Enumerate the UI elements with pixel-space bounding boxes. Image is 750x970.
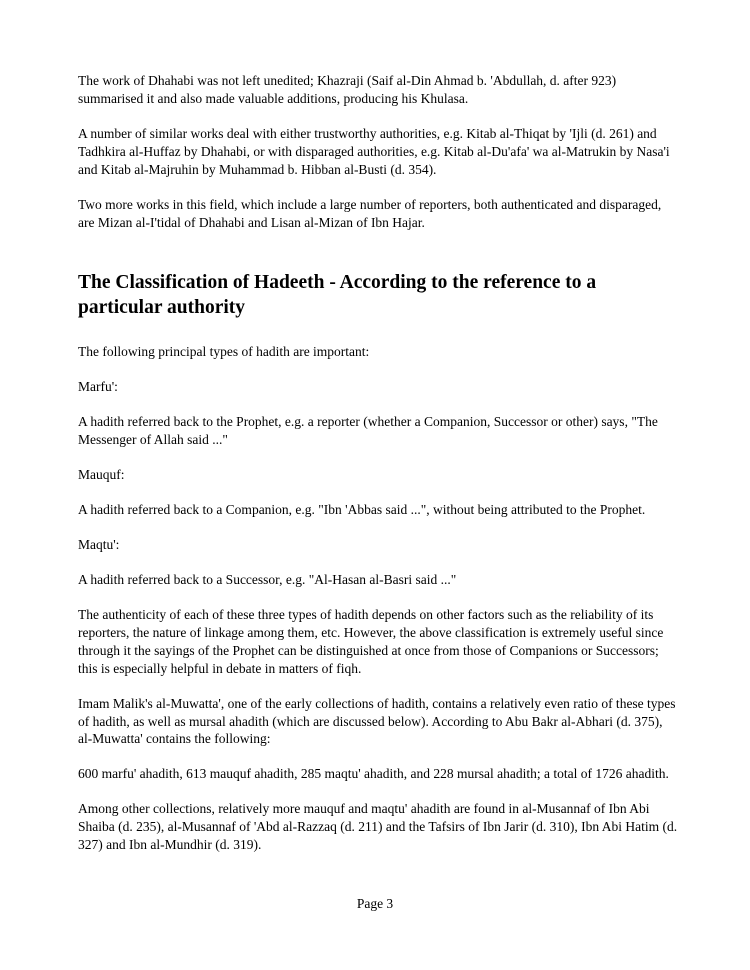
- paragraph-ahadith-counts: 600 marfu' ahadith, 613 mauquf ahadith, 285 maqtu' ahadith, and 228 mursal ahadith; a total of 1726 ahadith.: [78, 766, 669, 782]
- paragraph-similar-works: A number of similar works deal with either trustworthy authorities, e.g. Kitab al-Thiqat by 'Ijli (d. 261) and Tadhkira al-Huffaz by Dhahabi, or with disparaged authorities, e.g. Kitab al-Du'afa' wa al-Matrukin by Nasa'i and Kitab al-Majruhin by Muhammad b. Hibban al-Busti (d. 354).: [78, 125, 670, 177]
- paragraph-authenticity: The authenticity of each of these three types of hadith depends on other factors such as the reliability of its reporters, the nature of linkage among them, etc. However, the above classification is extremely useful since through it the sayings of the Prophet can be distinguished at once from those of Companions or Successors; this is especially helpful in debate in matters of fiqh.: [78, 606, 664, 676]
- page-footer: Page 3: [356, 896, 394, 911]
- type-description-marfu: A hadith referred back to the Prophet, e.g. a reporter (whether a Companion, Successor or other) says, "The Messenger of Allah said ...": [78, 414, 658, 447]
- paragraph-other-collections: Among other collections, relatively more mauquf and maqtu' ahadith are found in al-Musannaf of Ibn Abi Shaiba (d. 235), al-Musannaf of 'Abd al-Razzaq (d. 211) and the Tafsirs of Ibn Jarir (d. 310), Ibn Abi Hatim (d. 327) and Ibn al-Mundhir (d. 319).: [78, 801, 678, 853]
- type-description-mauquf: A hadith referred back to a Companion, e.g. "Ibn 'Abbas said ...", without being attributed to the Prophet.: [78, 501, 646, 517]
- type-label-marfu: Marfu':: [78, 379, 118, 395]
- document-body: [78, 72, 680, 854]
- paragraph-intro-types: The following principal types of hadith are important:: [78, 344, 370, 360]
- paragraph-imam-malik-muwatta: Imam Malik's al-Muwatta', one of the early collections of hadith, contains a relatively even ratio of these types of hadith, as well as mursal ahadith (which are discussed below). According to Abu Bakr al-Abhari (d. 375), al-Muwatta' contains the following:: [78, 695, 676, 747]
- paragraph-dhahabi-khazraji: The work of Dhahabi was not left unedited; Khazraji (Saif al-Din Ahmad b. 'Abdullah, d. after 923) summarised it and also made valuable additions, producing his Khulasa.: [78, 73, 617, 106]
- type-label-mauquf: Mauquf:: [78, 466, 125, 482]
- type-label-maqtu: Maqtu':: [78, 536, 120, 552]
- paragraph-two-more-works: Two more works in this field, which include a large number of reporters, both authenticated and disparaged, are Mizan al-I'tidal of Dhahabi and Lisan al-Mizan of Ibn Hajar.: [78, 196, 662, 230]
- section-heading-classification: The Classification of Hadeeth - According to the reference to a particular authority: [78, 271, 597, 319]
- type-description-maqtu: A hadith referred back to a Successor, e.g. "Al-Hasan al-Basri said ...": [78, 571, 457, 587]
